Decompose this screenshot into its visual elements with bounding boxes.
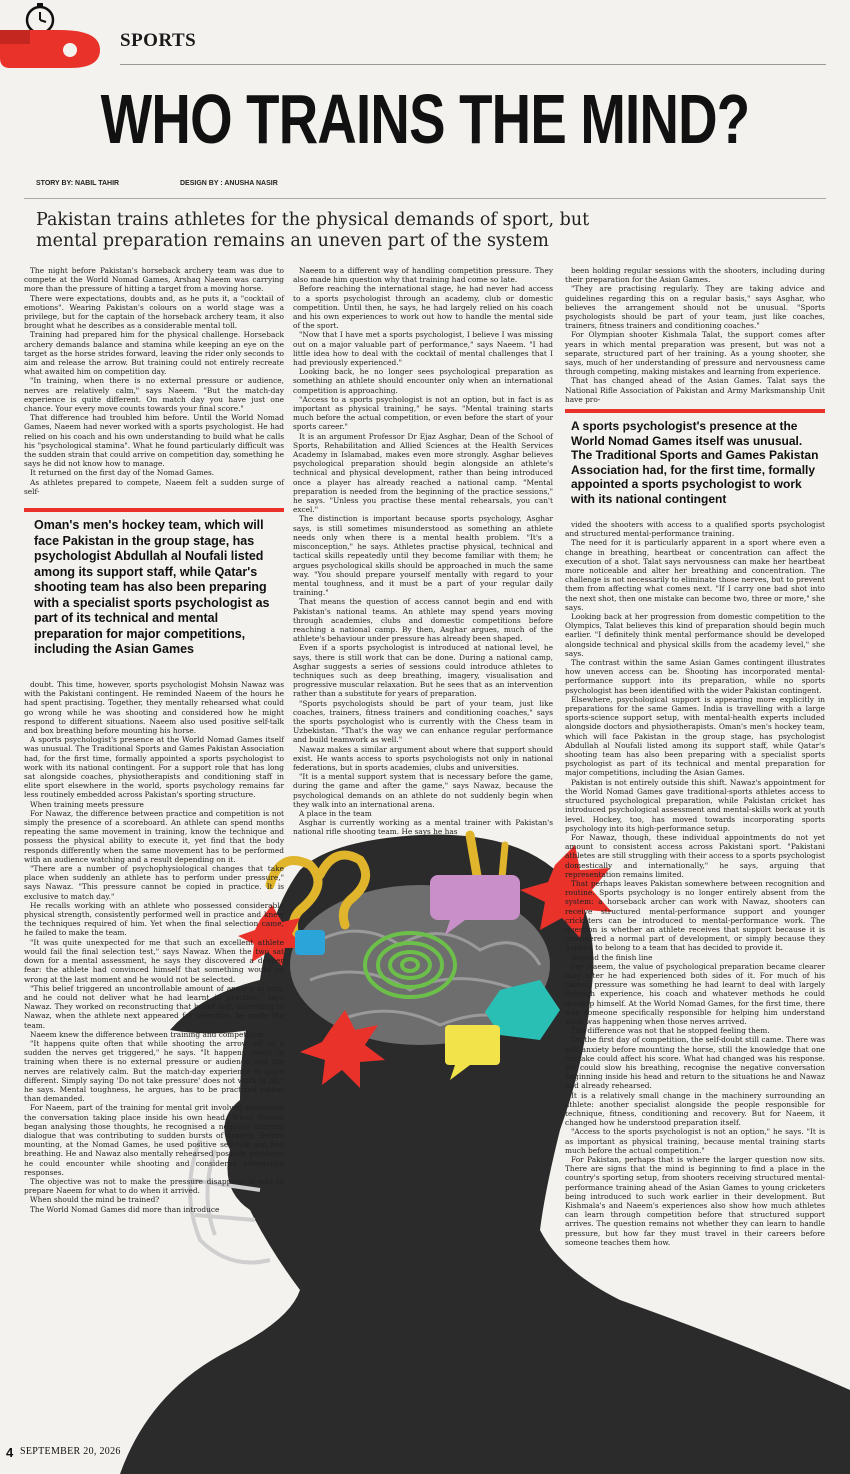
paragraph: That means the question of access cannot begin and end with Pakistan's national teams. An athlete may spend years moving through academies, clubs and domestic competitions before reaching a national camp. By then, Asghar argues, much of the athlete's behaviour under pressure has already been shaped. [293,597,553,644]
paragraph: "It happens quite often that while shooting the arrow, all of a sudden the nerves get triggered," he says. "It happens rarely in training when there is no external pressure or audience and the nerves are relatively calm. But the match-day experience is quite different. Simply saying 'Do not take pressure' does not work at all," he says. Mental toughness, he argues, has to be practised rather than demanded. [24,1038,284,1104]
paragraph: Asghar is currently working as a mental trainer with Pakistan's national rifle shooting team. He says he has [293,818,553,837]
article-column-3-bottom [565,520,825,1247]
paragraph: As athletes prepared to compete, Naeem felt a sudden surge of self- [24,477,284,496]
article-column-1-bottom [24,680,284,1214]
paragraph: "Sports psychologists should be part of your team, just like coaches, trainers, fitness trainers and conditioning coaches," says the sports psychologist who is currently with the Chess team in Uzbekistan. "That's the way we can enhance regular performance and build teamwork as well." [293,698,553,745]
paragraph: It is a relatively small change in the machinery surrounding an athlete: another specialist alongside the people responsible for technique, fitness, conditioning and recovery. But for Naeem, it changed how he understood preparation itself. [565,1090,825,1128]
paragraph: Pakistan is not entirely outside this shift. Nawaz's appointment for the World Nomad Games gave traditional-sports athletes access to structured psychological preparation, while Pakistan cricket has introduced psychological assessment and mental-skills work at youth level. Hockey, too, has moved towards incorporating sports psychology into its high-performance setup. [565,777,825,833]
paragraph: Looking back at her progression from domestic competition to the Olympics, Talat believes this kind of preparation should begin much earlier. "I definitely think mental performance should be developed alongside technical and physical skills from the academy level," she says. [565,612,825,658]
paragraph: been holding regular sessions with the shooters, including during their preparation for the Asian Games. [565,266,825,285]
paragraph: For Pakistan, perhaps that is where the larger question now sits. There are signs that the mind is beginning to find a place in the country's sporting setup, from shooters receiving structured mental-performance training ahead of the Asian Games to young cricketers being introduced to such work earlier in their development. But Kishmala's and Naeem's experiences also show how much athletes can learn through competition before that structured support arrives. The question remains not whether they can learn to handle pressure, but how far they must travel in their careers before someone teaches them how. [565,1155,825,1247]
paragraph: Naeem knew the difference between training and competition. [30,1029,266,1039]
standfirst: Pakistan trains athletes for the physical demands of sport, but mental preparation remains an uneven part of the system [36,210,590,251]
pull-quote-text: A sports psychologist's presence at the World Nomad Games itself was unusual. The Traditional Sports and Games Pakistan Association had, for the first time, formally appointed a sports psychologist to work with its national contingent [571,419,819,506]
article-column-3-top [565,266,825,404]
story-credit: STORY BY: NABIL TAHIR [36,180,120,187]
paragraph: "Access to the sports psychologist is not an option," he says. "It is as important as physical training, because mental training starts much before the actual competition." [565,1127,825,1155]
paragraph: Training had prepared him for the physical challenge. Horseback archery demands balance and stamina while keeping an eye on the target as the horse strides forward, leaving the rider only seconds to aim and release the arrow. But training could not entirely recreate what awaited him on competition day. [24,330,284,377]
paragraph: For Nawaz, the difference between practice and competition is not simply the presence of a scoreboard. An athlete can spend months repeating the same movement in training, know the technique and possess the physical ability to execute it, yet find that the body responds differently when the same movement has to be performed with an audience watching and a result depending on it. [24,808,284,864]
article-column-1-top [24,266,284,496]
article-column-2 [293,266,553,837]
paragraph: Even if a sports psychologist is introduced at national level, he says, there is still work that can be done. During a national camp, Asghar suggests a series of sessions could introduce athletes to techniques such as deep breathing, imagery, visualisation and progressive muscular relaxation. But he sees that as an intervention rather than a substitute for years of preparation. [293,643,553,699]
paragraph: He recalls working with an athlete who possessed considerable physical strength, consistently performed well in practice and knew the techniques required of him. Yet when the final selection came, he failed to make the team. [24,900,284,938]
subheading: When should the mind be trained? [30,1195,160,1205]
paragraph: The objective was not to make the pressure disappear. It was to prepare Naeem for what to do when it arrived. [24,1176,284,1196]
paragraph: Nawaz makes a similar argument about where that support should exist. He wants access to sports psychologists not only in national federations, but in sports academies, clubs and universities. [293,744,553,772]
paragraph: It is an argument Professor Dr Ejaz Asghar, Dean of the School of Sports, Rehabilitation and Allied Sciences at the Health Services Academy in Islamabad, makes even more strongly. Asghar believes psychological preparation should begin alongside an athlete's technical and physical development, rather than being introduced once a player has already reached a national camp. "Mental preparation is needed from the beginning of the practice sessions," he says. "Unless you practise these mental rehearsals, you can't excel." [293,431,553,515]
paragraph: The distinction is important because sports psychology, Asghar says, is still sometimes misunderstood as something an athlete needs only when there is a mental health problem. "It's a misconception," he says. Athletes practise physical, technical and tactical skills repeatedly until they become familiar with them; he argues psychological skills should be approached in much the same way. "You should prepare yourself mentally with regard to your mental toughness, and it must be a part of your regular daily training." [293,514,553,598]
paragraph: "Now that I have met a sports psychologist, I believe I was missing out on a major valuable part of performance," says Naeem. "I had little idea how to deal with the cocktail of mental challenges that I had previously experienced." [293,330,553,368]
page-number: 4 [6,1445,14,1460]
paragraph: "It was quite unexpected for me that such an excellent athlete would fail the final selection test," says Nawaz. When the two sat down for a mental assessment, he says they discovered a deeper fear: the athlete had convinced himself that something would go wrong at the last moment and he would not be selected. [24,937,284,984]
paragraph: That perhaps leaves Pakistan somewhere between recognition and routine. Sports psychology is no longer entirely absent from the system: a horseback archer can work with Nawaz, shooters can receive structured mental-performance support and younger cricketers can be introduced to mental-performance work. The question is whether an athlete receives that support because it is considered a normal part of development, or simply because they happen to belong to a team that has decided to provide it. [565,878,825,953]
pull-quote-2 [565,409,825,506]
paragraph: "Access to a sports psychologist is not an option, but in fact is as important as physical training," he says. "Mental training starts much before the actual competition, or even before the start of your sports career." [293,394,553,432]
paragraph: doubt. This time, however, sports psychologist Mohsin Nawaz was with the Pakistani contingent. He reminded Naeem of the hours he had spent practising. Together, they mentally rehearsed what could go wrong while he was shooting and considered how he might respond to different situations. Naeem also used positive self-talk and box breathing before mounting his horse. [24,680,284,736]
paragraph: That difference had troubled him before. Until the World Nomad Games, Naeem had never worked with a sports psychologist. He had relied on his coach and his own understanding to build what he calls his "psychological stamina". What he found particularly difficult was the sudden strain that could arrive on competition day, something he says he did not know how to manage. [24,413,284,469]
paragraph: There were expectations, doubts and, as he puts it, a "cocktail of emotions". Wearing Pakistan's colours on a world stage was a privilege, but for the captain of the horseback archery team, it also brought what he describes as a considerable mental toll. [24,293,284,331]
paragraph: The night before Pakistan's horseback archery team was due to compete at the World Nomad Games, Arshaq Naeem was carrying more than the pressure of hitting a target from a moving horse. [24,266,284,294]
paragraph: The difference was not that he stopped feeling them. [571,1026,770,1036]
paragraph: It returned on the first day of the Nomad Games. [30,468,215,478]
paragraph: vided the shooters with access to a qualified sports psychologist and structured mental-performance training. [565,520,825,539]
paragraph: For Naeem, part of the training for mental grit involved examining the conversation taking place inside his own head. When Naeem began analysing those thoughts, he recognised a negative internal dialogue that was contributing to sudden bursts of anxiety. Before mounting, at the Nomad Games, he used positive self-talk and box breathing. He and Nawaz also mentally rehearsed possible problems he could encounter while shooting and considered alternative responses. [24,1103,284,1177]
speech-bubble-icon [445,1025,500,1065]
paragraph: The need for it is particularly apparent in a sport where even a change in breathing, heartbeat or concentration can affect the execution of a shot. Talat says nervousness can make her heartbeat more noticeable and alter her breathing and concentration. The challenge is not necessarily to eliminate those nerves, but to prevent them from affecting what comes next. "If I carry one bad shot into the next shot, then one mistake can become two, three or more," she says. [565,538,825,612]
paragraph: That has changed ahead of the Asian Games. Talat says the National Rifle Association of Pakistan and Army Marksmanship Unit have pro- [565,376,825,404]
paragraph: Elsewhere, psychological support is appearing more explicitly in preparations for the same Games. India is travelling with a large sports-science support setup, with mental-health experts included alongside doctors and physiotherapists. Oman's men's hockey team, which will face Pakistan in the group stage, has psychologist Abdullah al Noufali listed among its support staff, while Qatar's shooting team has also been preparing with a specialist sports psychologist as part of its technical and mental preparation for major competitions, including the Asian Games. [565,694,825,778]
headline: WHO TRAINS THE MIND? [100,80,750,158]
paragraph: The contrast within the same Asian Games contingent illustrates how uneven access can be. Shooting has incorporated mental-performance support into its preparation, while no sports psychologist has been identified with the wider Pakistan contingent. [565,658,825,695]
paragraph: "They are practising regularly. They are taking advice and guidelines regarding this on a regular basis," says Asghar, who believes the arrangement should not be unusual. "Sports psychologists should be part of your team, just like coaches, trainers, fitness trainers and conditioning coaches." [565,284,825,331]
subheading: Beyond the finish line [571,952,653,962]
paragraph: Naeem to a different way of handling competition pressure. They also made him question why that training had come so late. [293,266,553,285]
subheading: A place in the team [299,808,372,818]
paragraph: "It is a mental support system that is necessary before the game, during the game and after the game," says Nawaz, because the psychological demands on an athlete do not suddenly begin when they walk into an international arena. [293,772,553,809]
pull-quote-1 [24,508,284,658]
pull-quote-bar [24,508,284,512]
design-credit: DESIGN BY : ANUSHA NASIR [180,180,278,187]
subheading: When training meets pressure [30,799,144,809]
section-label: SPORTS [120,30,197,51]
stopwatch-whistle-icon [0,0,112,70]
paragraph: Looking back, he no longer sees psychological preparation as something an athlete should encounter only when an international competition is approaching. [293,367,553,395]
header-rule [120,64,826,65]
paragraph: For Nawaz, though, these individual appointments do not yet amount to consistent access across Pakistani sport. "Pakistani athletes are still struggling with their access to a sports psychologist domestically and internationally," he says, arguing that representation remains limited. [565,832,825,879]
paragraph: For Naeem, the value of psychological preparation became clearer only after he had experienced both sides of it. For much of his career, pressure was something he had learnt to deal with largely through experience, his coach and whatever methods he could develop himself. At the World Nomad Games, for the first time, there was someone specifically responsible for helping him understand what was happening when those nerves arrived. [565,961,825,1026]
pull-quote-text: Oman's men's hockey team, which will face Pakistan in the group stage, has psychologist Abdullah al Noufali listed among its support staff, while Qatar's shooting team has also been preparing with a specialist sports psychologist as part of its technical and mental preparation for major competitions, including the Asian Games [34,518,270,656]
speech-bubble-icon [295,930,325,955]
speech-bubble-icon [430,875,520,920]
paragraph: "In training, when there is no external pressure or audience, nerves are relatively calm," says Naeem. "But the match-day experience is quite different. On match day you have just one chance. Your every move counts towards your final score." [24,376,284,414]
paragraph: "There are a number of psychophysiological changes that take place when suddenly an athlete has to perform under pressure," says Nawaz. "This pressure cannot be copied in practice. It is exclusive to match day." [24,864,284,901]
credit-rule [24,198,826,199]
issue-date: SEPTEMBER 20, 2026 [20,1446,121,1457]
paragraph: On the first day of competition, the self-doubt still came. There was still anxiety before mounting the horse, still the knowledge that one mistake could affect his score. What had changed was his response. He could slow his breathing, recognise the negative conversation beginning inside his head and return to the situations he and Nawaz had already rehearsed. [565,1035,825,1091]
pull-quote-bar [565,409,825,413]
paragraph: The World Nomad Games did more than introduce [30,1204,220,1214]
paragraph: "This belief triggered an uncontrollable amount of anxiety in him, and he could not deliver what he had learnt in practice," says Nawaz. They worked on reconstructing that belief and, according to Nawaz, when the athlete next appeared for selection, he made the team. [24,983,284,1030]
paragraph: Before reaching the international stage, he had never had access to a sports psychologist through an academy, club or domestic competition. Until then, he says, he had largely relied on his coach and his own experiences to work out how to handle the mental side of the sport. [293,284,553,331]
paragraph: For Olympian shooter Kishmala Talat, the support comes after years in which mental preparation was present, but was not a separate, structured part of her training. As a young shooter, she says, much of her understanding of pressure and nervousness came through competing, making mistakes and learning from experience. [565,330,825,377]
paragraph: A sports psychologist's presence at the World Nomad Games itself was unusual. The Traditional Sports and Games Pakistan Association had, for the first time, formally appointed a sports psychologist to work with its national contingent. For a support role that has long sat alongside coaches, physiotherapists and conditioning staff in elite sport elsewhere in the world, sports psychology remains far less routinely embedded across Pakistan's sporting structure. [24,735,284,800]
